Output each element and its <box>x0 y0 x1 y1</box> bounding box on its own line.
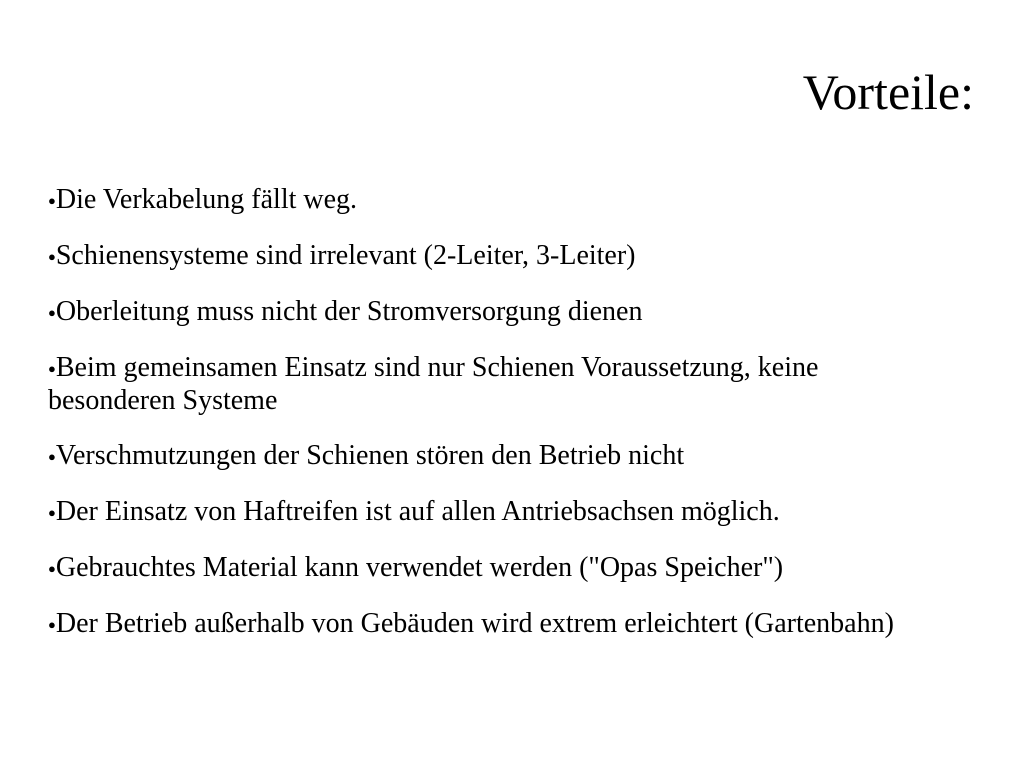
bullet-text: Der Einsatz von Haftreifen ist auf allen Antriebsachsen möglich. <box>55 496 780 527</box>
bullet-item <box>48 296 948 329</box>
bullet-item <box>48 496 948 529</box>
bullet-item <box>48 184 948 217</box>
bullet-marker: ● <box>48 193 56 208</box>
bullet-marker: ● <box>48 449 56 464</box>
bullet-marker: ● <box>48 305 56 320</box>
bullet-text: Oberleitung muss nicht der Stromversorgung dienen <box>55 296 643 327</box>
bullet-list <box>48 184 948 664</box>
bullet-marker: ● <box>48 561 56 576</box>
bullet-text: Schienensysteme sind irrelevant (2-Leiter, 3-Leiter) <box>55 240 636 271</box>
bullet-marker: ● <box>48 505 56 520</box>
bullet-text: Verschmutzungen der Schienen stören den Betrieb nicht <box>55 440 685 471</box>
bullet-item <box>48 608 948 641</box>
bullet-item <box>48 552 948 585</box>
bullet-marker: ● <box>48 361 56 376</box>
bullet-item <box>48 440 948 473</box>
bullet-item <box>48 352 948 417</box>
bullet-marker: ● <box>48 249 56 264</box>
bullet-text: Der Betrieb außerhalb von Gebäuden wird extrem erleichtert (Gartenbahn) <box>55 608 894 639</box>
bullet-text: Die Verkabelung fällt weg. <box>55 184 358 215</box>
bullet-item <box>48 240 948 273</box>
bullet-text: Beim gemeinsamen Einsatz sind nur Schienen Voraussetzung, keine besonderen Systeme <box>48 352 819 416</box>
slide-title: Vorteile: <box>802 64 974 120</box>
bullet-marker: ● <box>48 617 56 632</box>
bullet-text: Gebrauchtes Material kann verwendet werden ("Opas Speicher") <box>55 552 784 583</box>
